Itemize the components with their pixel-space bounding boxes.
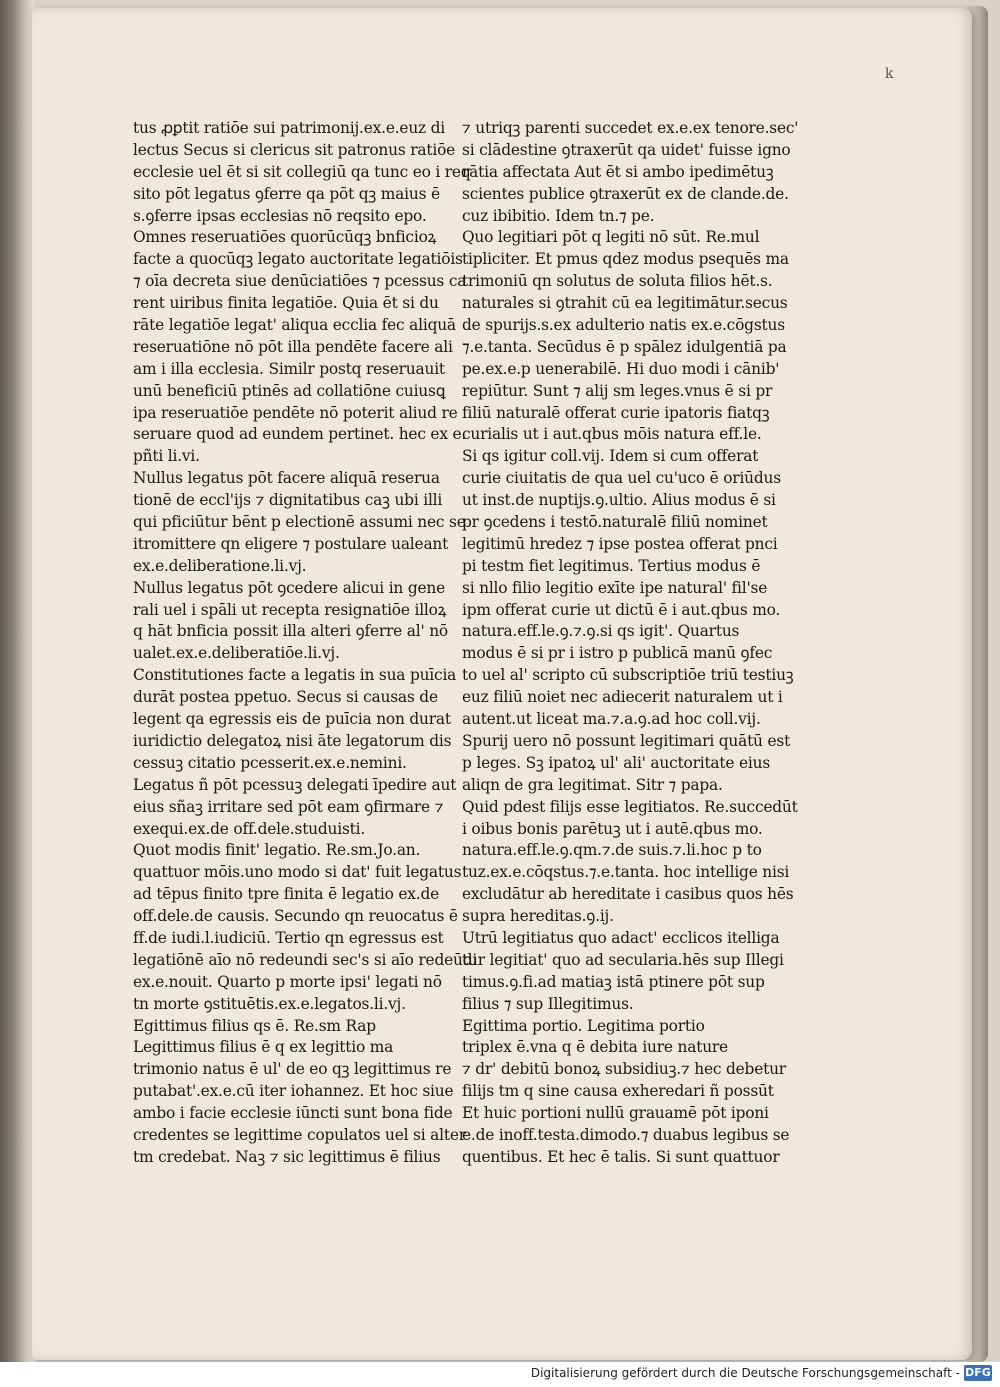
text-line: pi testm fiet legitimus. Tertius modus ē bbox=[462, 556, 761, 575]
text-line: am i illa ecclesia. Similr postq reseruauit bbox=[133, 359, 445, 378]
text-line: Et huic portioni nullū grauamē pōt iponi bbox=[462, 1104, 769, 1123]
text-line: Constitutiones facte a legatis in sua puīcia bbox=[133, 666, 457, 685]
text-line: curialis ut i aut.qbus mōis natura eff.le. bbox=[462, 425, 762, 444]
text-line: timus.ꝯ.fi.ad matiaꝫ istā ptinere pōt sup bbox=[462, 972, 765, 991]
text-line: s.ꝯferre ipsas ecclesias nō reqsito epo. bbox=[133, 206, 427, 225]
text-line: ⁊ dr' debitū bonoꝝ subsidiuꝫ.⁊ hec debetur bbox=[462, 1060, 786, 1079]
footer-bar bbox=[0, 1362, 1000, 1387]
text-line: scientes publice ꝯtraxerūt ex de clande.de. bbox=[462, 184, 789, 203]
book-binding-edge bbox=[0, 0, 34, 1362]
text-line: ecclesie uel ēt si sit collegiū qa tunc eo i req bbox=[133, 162, 471, 181]
text-line: tn morte ꝯstituētis.ex.e.legatos.li.vj. bbox=[133, 994, 406, 1013]
text-line: ⁊ oīa decreta siue denūciatiōes ⁊ pcessus ca bbox=[133, 272, 467, 291]
text-line: Egittima portio. Legitima portio bbox=[462, 1016, 705, 1035]
text-line: ambo i facie ecclesie iūncti sunt bona fide bbox=[133, 1104, 453, 1123]
text-line: filius ⁊ sup Illegitimus. bbox=[462, 994, 634, 1013]
text-line: Quot modis finit' legatio. Re.sm.Jo.an. bbox=[133, 841, 421, 860]
text-line: rent uiribus finita legatiōe. Quia ēt si du bbox=[133, 294, 439, 313]
text-line: Quo legitiari pōt q legiti nō sūt. Re.mul bbox=[462, 228, 760, 247]
text-line: legent qa egressis eis de puīcia non durat bbox=[133, 710, 451, 729]
text-line: aliqn de gra legitimat. Sitr ⁊ papa. bbox=[462, 775, 723, 794]
text-line: legatiōnē aīo nō redeundi sec's si aīo redeūdi bbox=[133, 950, 478, 969]
funding-credit: Digitalisierung gefördert durch die Deutsche Forschungsgemeinschaft - bbox=[530, 1366, 960, 1380]
text-line: pñti li.vi. bbox=[133, 447, 200, 466]
text-line: tur legitiat' quo ad secularia.hēs sup Illegi bbox=[462, 950, 784, 969]
text-line: cuz ibibitio. Idem tn.⁊ pe. bbox=[462, 206, 655, 225]
text-line: ut inst.de nuptijs.ꝯ.ultio. Alius modus ē si bbox=[462, 491, 776, 510]
text-line: ff.de iudi.l.iudiciū. Tertio qn egressus est bbox=[133, 928, 444, 947]
text-line: reseruatiōne nō pōt illa pendēte facere ali bbox=[133, 337, 453, 356]
text-line: quentibus. Et hec ē talis. Si sunt quattuor bbox=[462, 1147, 780, 1166]
text-line: ⁊.e.tanta. Secūdus ē p spālez idulgentiā pa bbox=[462, 337, 787, 356]
text-line: durāt postea ppetuo. Secus si causas de bbox=[133, 688, 438, 707]
text-line: trimonio natus ē ul' de eo qꝫ legittimus re bbox=[133, 1060, 452, 1079]
text-line: rātia affectata Aut ēt si ambo ipedimētuꝫ bbox=[462, 162, 774, 181]
text-line: eius sñaꝫ irritare sed pōt eam ꝯfirmare ⁊ bbox=[133, 797, 444, 816]
text-line: modus ē si pr i istro p publicā manū ꝯfec bbox=[462, 644, 773, 663]
text-line: i oibus bonis parētuꝫ ut i autē.qbus mo. bbox=[462, 819, 763, 838]
text-line: ipm offerat curie ut dictū ē i aut.qbus mo. bbox=[462, 600, 781, 619]
text-line: si nllo filio legitio exīte ipe natural' fil'se bbox=[462, 578, 768, 597]
text-line: Legatus ñ pōt pcessuꝫ delegati īpedire aut bbox=[133, 775, 457, 794]
text-line: Omnes reseruatiōes quorūcūqꝫ bnficioꝝ bbox=[133, 228, 437, 247]
text-line: natura.eff.le.ꝯ.⁊.ꝯ.si qs igit'. Quartus bbox=[462, 622, 740, 641]
text-line: pr ꝯcedens i testō.naturalē filiū nominet bbox=[462, 513, 768, 532]
text-line: si clādestine ꝯtraxerūt qa uidet' fuisse igno bbox=[462, 140, 791, 159]
text-line: Nullus legatus pōt facere aliquā reserua bbox=[133, 469, 440, 488]
text-line: Utrū legitiatus quo adact' ecclicos itelliga bbox=[462, 928, 780, 947]
text-line: credentes se legittime copulatos uel si alter bbox=[133, 1125, 466, 1144]
text-line: iuridictio delegatoꝝ nisi āte legatorum dis bbox=[133, 731, 452, 750]
text-line: qui pficiūtur bēnt p electionē assumi nec se bbox=[133, 513, 466, 532]
text-line: curie ciuitatis de qua uel cu'uco ē oriūdus bbox=[462, 469, 781, 488]
text-line: euz filiū noiet nec adiecerit naturalem ut i bbox=[462, 688, 783, 707]
text-line: ad tēpus finito tpre finita ē legatio ex.de bbox=[133, 885, 440, 904]
text-line: cessuꝫ citatio pcesserit.ex.e.nemini. bbox=[133, 753, 407, 772]
text-line: off.dele.de causis. Secundo qn reuocatus ē bbox=[133, 907, 458, 926]
text-line: p leges. Sꝫ ipatoꝝ ul' ali' auctoritate eius bbox=[462, 753, 771, 772]
page-mark: k bbox=[885, 66, 894, 82]
text-line: e.de inoff.testa.dimodo.⁊ duabus legibus se bbox=[462, 1125, 790, 1144]
text-line: filijs tm q sine causa exheredari ñ possūt bbox=[462, 1082, 774, 1101]
text-line: tus ꝓꝑtit ratiōe sui patrimonij.ex.e.euz di bbox=[133, 119, 446, 137]
text-line: seruare quod ad eundem pertinet. hec ex e. bbox=[133, 425, 467, 444]
text-line: Quid pdest filijs esse legitiatos. Re.succedūt bbox=[462, 797, 798, 816]
text-line: lectus Secus si clericus sit patronus ratiōe bbox=[133, 140, 456, 159]
text-line: supra hereditas.ꝯ.ij. bbox=[462, 907, 614, 926]
text-line: repiūtur. Sunt ⁊ alij sm leges.vnus ē si pr bbox=[462, 381, 773, 400]
text-line: to uel al' scripto cū subscriptiōe triū testiuꝫ bbox=[462, 666, 794, 685]
text-line: Legittimus filius ē q ex legittio ma bbox=[133, 1038, 394, 1057]
text-line: rali uel i spāli ut recepta resignatiōe illoꝝ bbox=[133, 600, 447, 619]
text-line: tipliciter. Et pmus qdez modus psequēs ma bbox=[462, 250, 789, 269]
text-line: tm credebat. Naꝫ ⁊ sic legittimus ē filius bbox=[133, 1147, 441, 1166]
right-text-column bbox=[462, 118, 802, 1169]
text-line: Nullus legatus pōt ꝯcedere alicui in gene bbox=[133, 578, 446, 597]
text-line: exequi.ex.de off.dele.studuisti. bbox=[133, 819, 366, 838]
text-line: facte a quocūqꝫ legato auctoritate legatiōis bbox=[133, 250, 463, 269]
text-line: itromittere qn eligere ⁊ postulare ualeant bbox=[133, 534, 449, 553]
text-line: Spurij uero nō possunt legitimari quātū est bbox=[462, 731, 791, 750]
dfg-logo-icon: DFG bbox=[965, 1366, 991, 1379]
left-text-column bbox=[133, 118, 478, 1169]
text-line: sito pōt legatus ꝯferre qa pōt qꝫ maius ē bbox=[133, 184, 440, 203]
text-line: autent.ut liceat ma.⁊.a.ꝯ.ad hoc coll.vij. bbox=[462, 710, 761, 729]
text-line: ualet.ex.e.deliberatiōe.li.vj. bbox=[133, 644, 340, 663]
text-line: quattuor mōis.uno modo si dat' fuit legatus bbox=[133, 863, 462, 882]
text-line: trimoniū qn solutus de soluta filios hēt.s. bbox=[462, 272, 773, 291]
text-line: ⁊ utriqꝫ parenti succedet ex.e.ex tenore.sec' bbox=[462, 119, 799, 137]
text-line: triplex ē.vna q ē debita iure nature bbox=[462, 1038, 728, 1057]
text-line: ex.e.nouit. Quarto p morte ipsi' legati nō bbox=[133, 972, 442, 991]
text-line: ex.e.deliberatione.li.vj. bbox=[133, 556, 307, 575]
text-line: q hāt bnficia possit illa alteri ꝯferre al' nō bbox=[133, 622, 448, 641]
text-line: pe.ex.e.p uenerabilē. Hi duo modi i cānib' bbox=[462, 359, 780, 378]
text-line: de spurijs.s.ex adulterio natis ex.e.cōgstus bbox=[462, 316, 785, 335]
text-line: tionē de eccl'ijs ⁊ dignitatibus caꝫ ubi illi bbox=[133, 491, 443, 510]
text-line: rāte legatiōe legat' aliqua ecclia fec aliquā bbox=[133, 316, 456, 335]
text-line: ipa reseruatiōe pendēte nō poterit aliud re bbox=[133, 403, 458, 422]
text-line: naturales si ꝯtrahit cū ea legitimātur.secus bbox=[462, 294, 788, 313]
text-line: filiū naturalē offerat curie ipatoris fiatqꝫ bbox=[462, 403, 770, 422]
text-line: natura.eff.le.ꝯ.qm.⁊.de suis.⁊.li.hoc p to bbox=[462, 841, 762, 860]
text-line: tuz.ex.e.cōqstus.⁊.e.tanta. hoc intellige nisi bbox=[462, 863, 790, 882]
text-line: unū beneficiū ptinēs ad collatiōne cuiusꝗ bbox=[133, 381, 446, 400]
text-line: Si qs igitur coll.vij. Idem si cum offerat bbox=[462, 447, 759, 466]
text-line: legitimū hredez ⁊ ipse postea offerat pnci bbox=[462, 534, 778, 553]
text-line: Egittimus filius qs ē. Re.sm Rap bbox=[133, 1016, 376, 1035]
text-line: excludātur ab hereditate i casibus quos hēs bbox=[462, 885, 794, 904]
text-line: putabat'.ex.e.cū iter iohannez. Et hoc siue bbox=[133, 1082, 454, 1101]
